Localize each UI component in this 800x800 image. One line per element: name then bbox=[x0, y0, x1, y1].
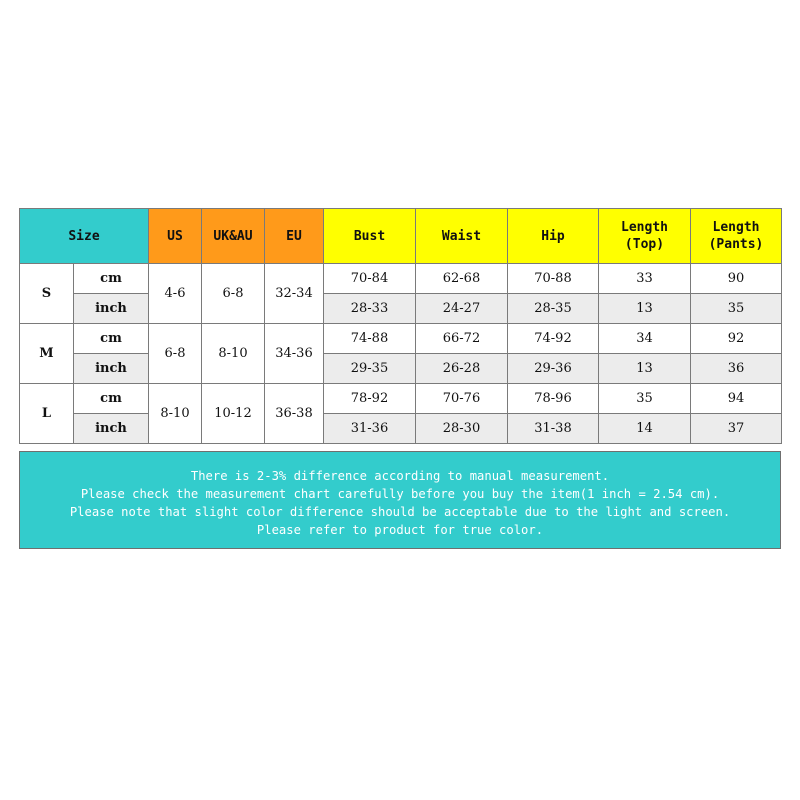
ukau-size-s: 6-8 bbox=[202, 264, 265, 324]
note-line: There is 2-3% difference according to manual measurement. bbox=[190, 469, 610, 483]
header-length-top: Length (Top) bbox=[599, 209, 691, 264]
size-label-l: L bbox=[20, 384, 74, 444]
waist-inch-m: 26-28 bbox=[416, 354, 508, 384]
length-pants-inch-l: 37 bbox=[691, 414, 782, 444]
bust-inch-l: 31-36 bbox=[324, 414, 416, 444]
eu-size-s: 32-34 bbox=[265, 264, 324, 324]
size-m-inch-row bbox=[20, 354, 782, 384]
us-size-m: 6-8 bbox=[149, 324, 202, 384]
length-top-cm-m: 34 bbox=[599, 324, 691, 354]
hip-inch-m: 29-36 bbox=[508, 354, 599, 384]
us-size-l: 8-10 bbox=[149, 384, 202, 444]
size-table bbox=[19, 208, 782, 444]
hip-inch-s: 28-35 bbox=[508, 294, 599, 324]
eu-size-l: 36-38 bbox=[265, 384, 324, 444]
length-pants-inch-s: 35 bbox=[691, 294, 782, 324]
header-eu: EU bbox=[265, 209, 324, 264]
unit-inch: inch bbox=[74, 414, 149, 444]
header-ukau: UK&AU bbox=[202, 209, 265, 264]
header-waist: Waist bbox=[416, 209, 508, 264]
size-m-cm-row bbox=[20, 324, 782, 354]
unit-inch: inch bbox=[74, 294, 149, 324]
unit-inch: inch bbox=[74, 354, 149, 384]
hip-cm-l: 78-96 bbox=[508, 384, 599, 414]
unit-cm: cm bbox=[74, 264, 149, 294]
length-pants-cm-m: 92 bbox=[691, 324, 782, 354]
ukau-size-m: 8-10 bbox=[202, 324, 265, 384]
bust-inch-m: 29-35 bbox=[324, 354, 416, 384]
note-line: Please refer to product for true color. bbox=[256, 523, 544, 537]
length-pants-cm-l: 94 bbox=[691, 384, 782, 414]
size-s-inch-row bbox=[20, 294, 782, 324]
length-pants-inch-m: 36 bbox=[691, 354, 782, 384]
header-us: US bbox=[149, 209, 202, 264]
waist-cm-m: 66-72 bbox=[416, 324, 508, 354]
hip-cm-s: 70-88 bbox=[508, 264, 599, 294]
header-size: Size bbox=[20, 209, 149, 264]
hip-cm-m: 74-92 bbox=[508, 324, 599, 354]
header-length-pants: Length (Pants) bbox=[691, 209, 782, 264]
length-top-cm-l: 35 bbox=[599, 384, 691, 414]
header-row bbox=[20, 209, 782, 264]
bust-cm-s: 70-84 bbox=[324, 264, 416, 294]
note-line: Please check the measurement chart carefully before you buy the item(1 inch = 2.54 cm). bbox=[80, 487, 720, 501]
length-top-inch-l: 14 bbox=[599, 414, 691, 444]
size-chart bbox=[19, 208, 781, 444]
length-top-cm-s: 33 bbox=[599, 264, 691, 294]
unit-cm: cm bbox=[74, 324, 149, 354]
eu-size-m: 34-36 bbox=[265, 324, 324, 384]
waist-cm-l: 70-76 bbox=[416, 384, 508, 414]
header-hip: Hip bbox=[508, 209, 599, 264]
header-bust: Bust bbox=[324, 209, 416, 264]
us-size-s: 4-6 bbox=[149, 264, 202, 324]
size-s-cm-row bbox=[20, 264, 782, 294]
length-top-inch-s: 13 bbox=[599, 294, 691, 324]
bust-cm-l: 78-92 bbox=[324, 384, 416, 414]
waist-inch-l: 28-30 bbox=[416, 414, 508, 444]
ukau-size-l: 10-12 bbox=[202, 384, 265, 444]
bust-cm-m: 74-88 bbox=[324, 324, 416, 354]
size-label-m: M bbox=[20, 324, 74, 384]
length-pants-cm-s: 90 bbox=[691, 264, 782, 294]
length-top-inch-m: 13 bbox=[599, 354, 691, 384]
size-l-inch-row bbox=[20, 414, 782, 444]
measurement-notes bbox=[19, 451, 781, 549]
bust-inch-s: 28-33 bbox=[324, 294, 416, 324]
waist-inch-s: 24-27 bbox=[416, 294, 508, 324]
size-l-cm-row bbox=[20, 384, 782, 414]
size-label-s: S bbox=[20, 264, 74, 324]
waist-cm-s: 62-68 bbox=[416, 264, 508, 294]
hip-inch-l: 31-38 bbox=[508, 414, 599, 444]
note-line: Please note that slight color difference should be acceptable due to the light and screen. bbox=[69, 505, 731, 519]
unit-cm: cm bbox=[74, 384, 149, 414]
